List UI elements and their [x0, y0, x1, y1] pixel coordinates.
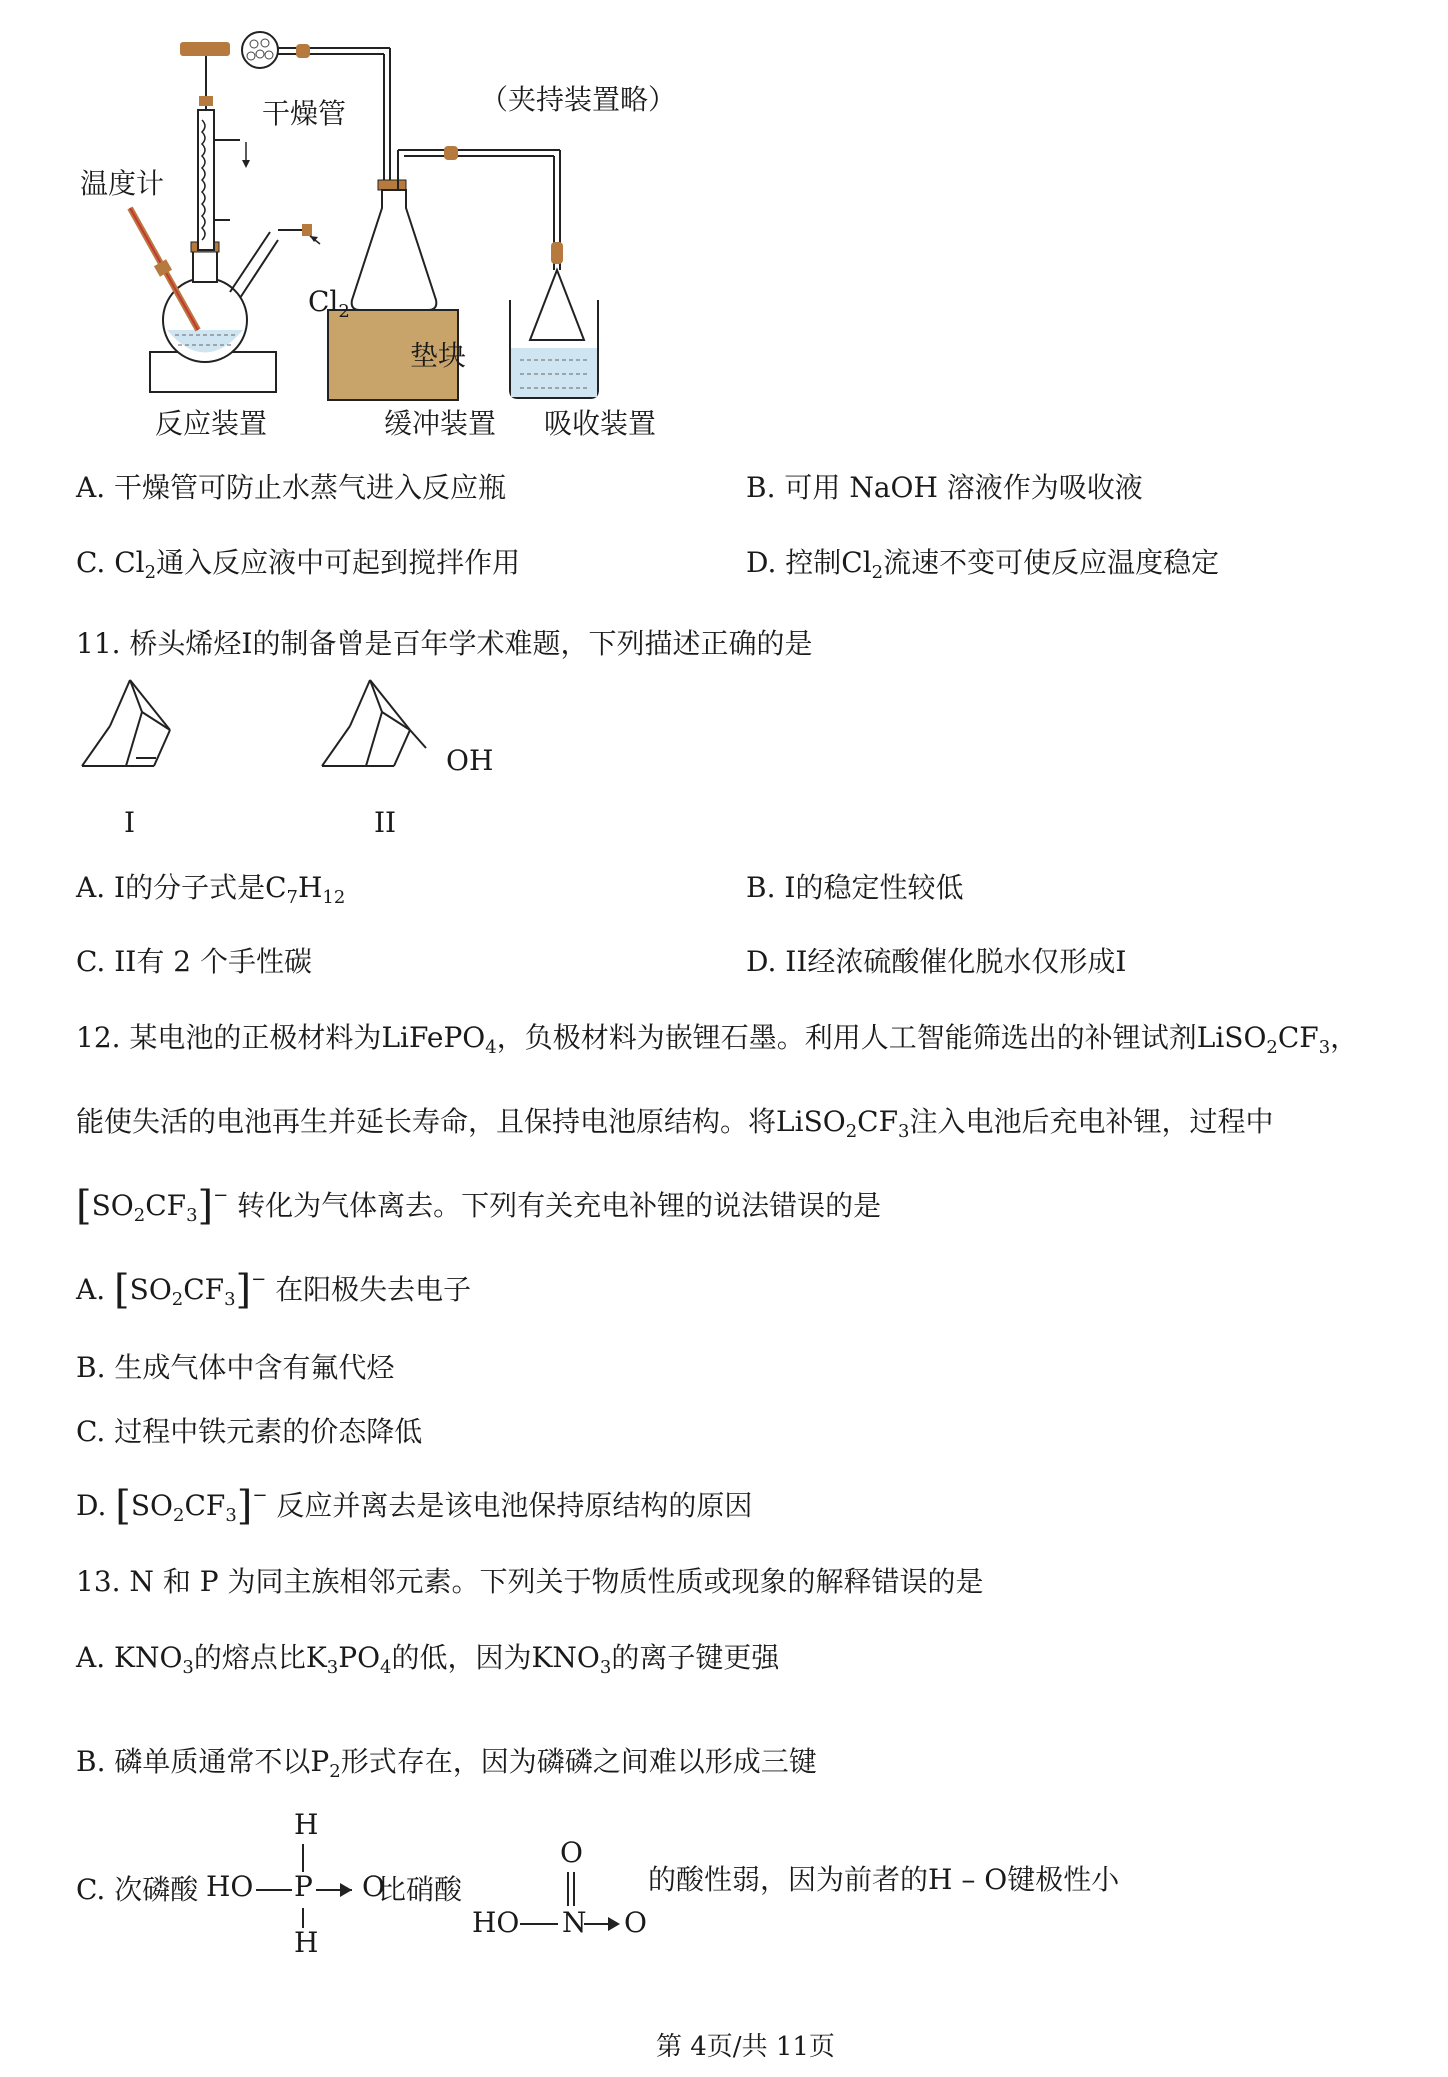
- label-thermometer: 温度计: [80, 167, 165, 200]
- condenser: [198, 110, 214, 250]
- q13-option-b[interactable]: B. 磷单质通常不以$P_2$形式存在，因为磷磷之间难以形成三键: [76, 1745, 817, 1782]
- q12-option-d[interactable]: D. $[SO_2CF_3]^-$ 反应并离去是该电池保持原结构的原因: [76, 1483, 753, 1529]
- q10-option-a[interactable]: A. 干燥管可防止水蒸气进入反应瓶: [76, 471, 507, 504]
- q12-stem-line3: $[SO_2CF_3]^-$ 转化为气体离去。下列有关充电补锂的说法错误的是: [76, 1183, 882, 1229]
- nitric-acid-structure: O HO N O: [472, 1836, 647, 1939]
- label-pad: 垫块: [410, 339, 467, 372]
- label-cl2: $Cl_2$: [308, 285, 350, 322]
- q13-option-c-tail: 的酸性弱，因为前者的H – O键极性小: [648, 1863, 1120, 1896]
- q11-stem: 11. 桥头烯烃I的制备曾是百年学术难题，下列描述正确的是: [76, 627, 813, 660]
- q12-stem-line1: 12. 某电池的正极材料为LiFePO$_4$，负极材料为嵌锂石墨。利用人工智能筛选出的补锂试剂$LiSO_2CF_3$，: [76, 1021, 1359, 1058]
- structure-I: [70, 670, 210, 790]
- q12-stem-line2: 能使失活的电池再生并延长寿命，且保持电池原结构。将$LiSO_2CF_3$注入电池后充电补锂，过程中: [76, 1105, 1274, 1142]
- q12-option-b[interactable]: B. 生成气体中含有氟代烃: [76, 1351, 395, 1384]
- q11-option-a[interactable]: A. I的分子式是$C_7H_{12}$: [76, 871, 346, 908]
- buffer-flask: [352, 190, 437, 310]
- q13-option-a[interactable]: A. $KNO_3$的熔点比$K_3PO_4$的低，因为$KNO_3$的离子键更强: [76, 1641, 780, 1678]
- label-reaction-device: 反应装置: [155, 407, 268, 440]
- label-buffer-device: 缓冲装置: [384, 407, 497, 440]
- structure-I-label: I: [124, 806, 136, 839]
- structure-II: [310, 670, 450, 790]
- note-clamp-omitted: （夹持装置略）: [480, 83, 677, 116]
- hypophosphorous-acid-structure: H HO P O H: [206, 1808, 385, 1959]
- q13-option-c-letter[interactable]: C. 次磷酸: [76, 1873, 199, 1906]
- q12-option-a[interactable]: A. $[SO_2CF_3]^-$ 在阳极失去电子: [76, 1267, 472, 1313]
- label-drying-tube: 干燥管: [262, 97, 347, 130]
- q11-option-b[interactable]: B. I的稳定性较低: [746, 871, 964, 904]
- q12-option-c[interactable]: C. 过程中铁元素的价态降低: [76, 1415, 423, 1448]
- q10-option-c[interactable]: C. $Cl_2$通入反应液中可起到搅拌作用: [76, 546, 521, 583]
- q11-option-c[interactable]: C. II有 2 个手性碳: [76, 945, 312, 978]
- q10-option-b[interactable]: B. 可用 NaOH 溶液作为吸收液: [746, 471, 1143, 504]
- q13-stem: 13. N 和 P 为同主族相邻元素。下列关于物质性质或现象的解释错误的是: [76, 1565, 984, 1598]
- structure-II-label: II: [374, 806, 397, 839]
- q10-option-d[interactable]: D. 控制$Cl_2$流速不变可使反应温度稳定: [746, 546, 1220, 583]
- q11-option-d[interactable]: D. II经浓硫酸催化脱水仅形成I: [746, 945, 1127, 978]
- label-absorb-device: 吸收装置: [544, 407, 657, 440]
- oh-group-label: OH: [446, 744, 494, 777]
- q13-option-c-mid: 比硝酸: [378, 1873, 463, 1906]
- page-footer: 第 4页/共 11页: [656, 2032, 835, 2062]
